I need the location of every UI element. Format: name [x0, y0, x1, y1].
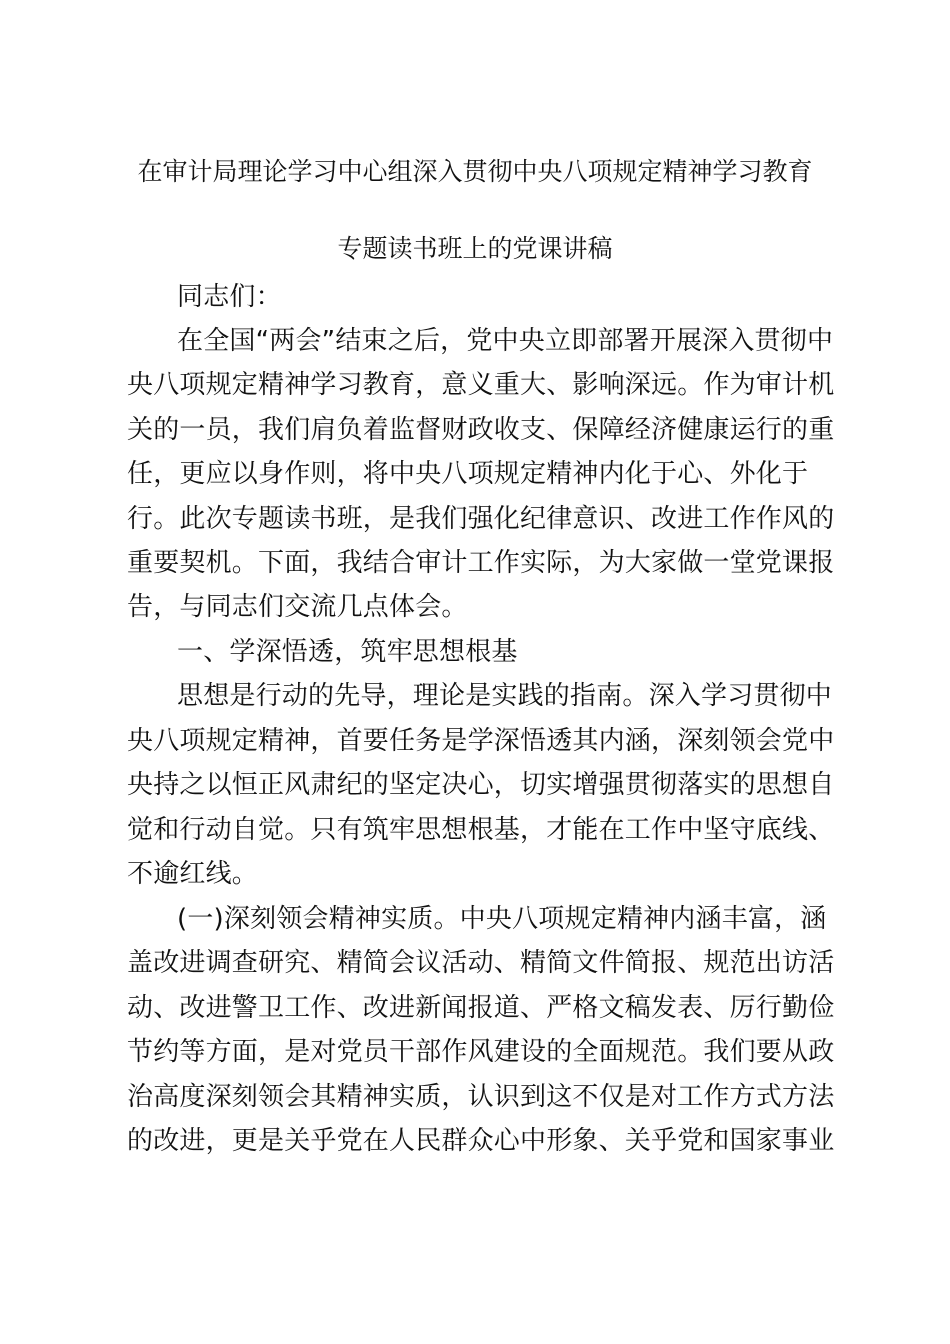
salutation: 同志们： — [177, 282, 282, 312]
document-title-line-2: 专题读书班上的党课讲稿 — [337, 234, 613, 263]
paragraph-line: 的改进，更是关乎党在人民群众心中形象、关乎党和国家事业 — [127, 1126, 835, 1156]
paragraph-line: 思想是行动的先导，理论是实践的指南。深入学习贯彻中 — [177, 681, 833, 711]
paragraph-line: 任，更应以身作则，将中央八项规定精神内化于心、外化于 — [127, 459, 809, 489]
paragraph-line: 告，与同志们交流几点体会。 — [127, 592, 468, 622]
paragraph-line: 在全国“两会”结束之后，党中央立即部署开展深入贯彻中 — [177, 326, 834, 356]
paragraph-line: 治高度深刻领会其精神实质，认识到这不仅是对工作方式方法 — [127, 1082, 835, 1112]
paragraph-line: (一)深刻领会精神实质。中央八项规定精神内涵丰富，涵 — [177, 904, 827, 934]
paragraph-line: 盖改进调查研究、精简会议活动、精简文件简报、规范出访活 — [127, 948, 835, 978]
paragraph-line: 动、改进警卫工作、改进新闻报道、严格文稿发表、厉行勤俭 — [127, 993, 835, 1023]
document-title-line-1: 在审计局理论学习中心组深入贯彻中央八项规定精神学习教育 — [137, 157, 813, 186]
paragraph-line: 央八项规定精神学习教育，意义重大、影响深远。作为审计机 — [127, 370, 835, 400]
paragraph-line: 行。此次专题读书班，是我们强化纪律意识、改进工作作风的 — [127, 504, 835, 534]
paragraph-line: 央八项规定精神，首要任务是学深悟透其内涵，深刻领会党中 — [127, 726, 835, 756]
paragraph-line: 觉和行动自觉。只有筑牢思想根基，才能在工作中坚守底线、 — [127, 815, 835, 845]
paragraph-line: 重要契机。下面，我结合审计工作实际，为大家做一堂党课报 — [127, 548, 835, 578]
paragraph-line: 关的一员，我们肩负着监督财政收支、保障经济健康运行的重 — [127, 415, 835, 445]
paragraph-line: 不逾红线。 — [127, 859, 259, 889]
section-heading: 一、学深悟透，筑牢思想根基 — [177, 637, 518, 667]
paragraph-line: 央持之以恒正风肃纪的坚定决心，切实增强贯彻落实的思想自 — [127, 770, 835, 800]
paragraph-line: 节约等方面，是对党员干部作风建设的全面规范。我们要从政 — [127, 1037, 835, 1067]
